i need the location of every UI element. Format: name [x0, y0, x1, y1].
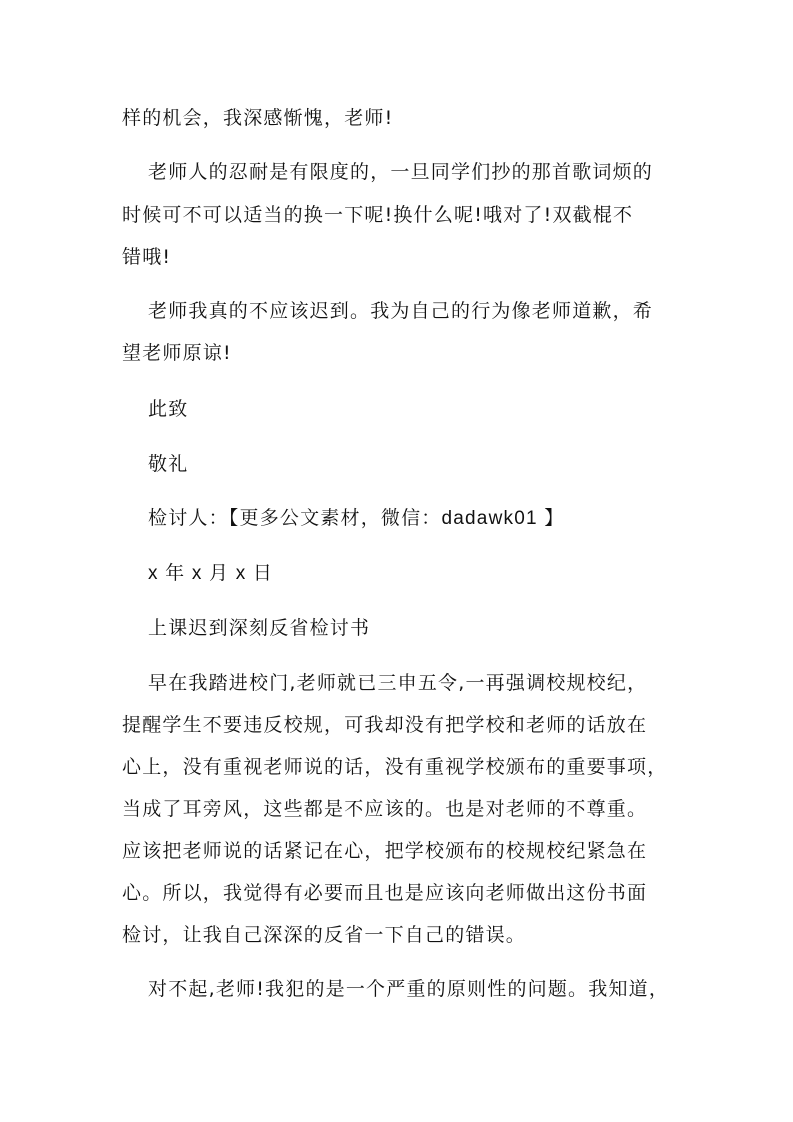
paragraph-line: 老师人的忍耐是有限度的，一旦同学们抄的那首歌词烦的 [148, 161, 654, 183]
paragraph-line: 当成了耳旁风，这些都是不应该的。也是对老师的不尊重。 [122, 798, 648, 820]
paragraph-line: 早在我踏进校门,老师就已三申五令,一再强调校规校纪， [148, 672, 648, 694]
paragraph-line: 样的机会，我深感惭愧，老师! [122, 107, 394, 129]
date-line: x 年 x 月 x 日 [148, 563, 274, 584]
paragraph-line: 心。所以，我觉得有必要而且也是应该向老师做出这份书面 [122, 882, 648, 904]
paragraph-line: 应该把老师说的话紧记在心，把学校颁布的校规校纪紧急在 [122, 840, 648, 862]
section-title: 上课迟到深刻反省检讨书 [148, 617, 371, 639]
paragraph-line: 检讨，让我自己深深的反省一下自己的错误。 [122, 924, 527, 946]
signature-line: 检讨人：【更多公文素材，微信：dadawk01 】 [148, 508, 565, 529]
paragraph-line: 时候可不可以适当的换一下呢!换什么呢!哦对了!双截棍不 [122, 204, 634, 226]
closing-regards: 敬礼 [148, 453, 189, 475]
closing-salutation: 此致 [148, 398, 189, 420]
paragraph-line: 提醒学生不要违反校规，可我却没有把学校和老师的话放在 [122, 714, 648, 736]
paragraph-line: 心上，没有重视老师说的话，没有重视学校颁布的重要事项， [122, 756, 668, 778]
paragraph-line: 错哦! [122, 246, 172, 268]
paragraph-line: 对不起,老师!我犯的是一个严重的原则性的问题。我知道， [148, 978, 670, 1000]
paragraph-line: 老师我真的不应该迟到。我为自己的行为像老师道歉，希 [148, 300, 654, 322]
paragraph-line: 望老师原谅! [122, 342, 232, 364]
